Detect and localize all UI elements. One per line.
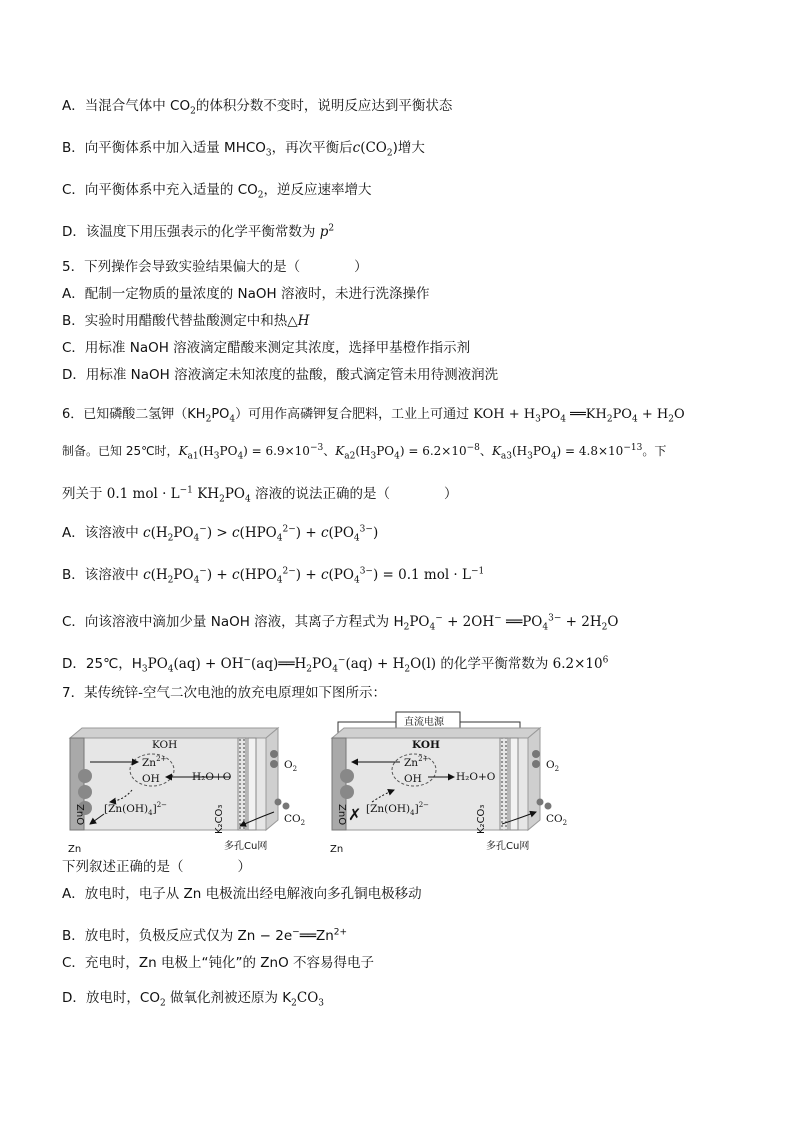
zno-label-2: ZnO — [336, 804, 347, 826]
o2-label: $O_2$ — [284, 759, 298, 773]
zn-electrode-label-2: Zn — [330, 844, 344, 854]
q6-stem-line1: 6．已知磷酸二氢钾$(KH_2PO_4)$可用作高磷钾复合肥料，工业上可通过 KOH + $H_3PO_4$ $══KH_2PO_4 + H_2O$ — [62, 407, 685, 425]
q4-option-d: D．该温度下用压强表示的化学平衡常数为 $p^2$ — [62, 223, 335, 240]
q4-option-b: B．向平衡体系中加入适量 $MHCO_3$，再次平衡后$c(CO_2)$增大 — [62, 140, 425, 159]
q6-stem-line2: 制备。已知 25℃时，$K_{a1}(H_3PO_4) = 6.9\times 10^{-3}$、$K_{a2}(H_3PO_4) = 6.2\times 10^{-8}$、$K_{a3}(H_3PO_4) = 4.8\times 10^{-13}$。下 — [62, 443, 667, 462]
k2co3-label: K₂CO₃ — [214, 804, 225, 834]
q7-option-b: B．放电时，负极反应式仅为 $Zn - 2e^-══Zn^{2+}$ — [62, 927, 348, 944]
co2-label-2: $CO_2$ — [546, 813, 568, 827]
zn-ion-label: $Zn^{2+}$ — [142, 755, 167, 769]
oh-label-2: OH — [404, 773, 422, 785]
power-label: 直流电源 — [404, 717, 444, 728]
q5-option-b: B．实验时用醋酸代替盐酸测定中和热△H — [62, 313, 310, 329]
discharge-diagram-svg — [62, 714, 312, 854]
q5-option-c: C．用标准 NaOH 溶液滴定醋酸来测定其浓度，选择甲基橙作指示剂 — [62, 340, 471, 356]
q6-option-c: C．向该溶液中滴加少量 NaOH 溶液，其离子方程式为 $H_2PO_4^- + 2OH^-$ $══PO_4^{3-} + 2H_2O$ — [62, 613, 619, 633]
q4-option-c: C．向平衡体系中充入适量的 $CO_2$，逆反应速率增大 — [62, 182, 372, 201]
cu-mesh-label: 多孔Cu网 — [224, 841, 268, 852]
q4-option-a: A．当混合气体中 $CO_2$的体积分数不变时，说明反应达到平衡状态 — [62, 98, 453, 117]
q7-option-a: A．放电时，电子从 Zn 电极流出经电解液向多孔铜电极移动 — [62, 886, 422, 902]
cu-mesh-label-2: 多孔Cu网 — [486, 841, 530, 852]
o2-label-2: $O_2$ — [546, 759, 560, 773]
q5-stem: 5．下列操作会导致实验结果偏大的是（ ） — [62, 259, 368, 275]
koh-label-2: KOH — [412, 739, 440, 751]
zincate-label: $[Zn(OH)_4]^{2-}$ — [104, 801, 168, 817]
zn-ion-label-2: $Zn^{2+}$ — [404, 755, 429, 769]
q7-stem: 7．某传统锌-空气二次电池的放充电原理如下图所示： — [62, 685, 386, 701]
q6-option-a: A．该溶液中 $c(H_2PO_4^-) > c(HPO_4^{2-}) + c(PO_4^{3-})$ — [62, 524, 379, 544]
discharge-diagram — [62, 714, 312, 854]
cross-icon: ✗ — [348, 805, 362, 824]
zno-label: ZnO — [74, 804, 85, 826]
h2o-o-label-2: H₂O+O — [456, 771, 496, 783]
charge-diagram — [324, 708, 574, 854]
q6-option-d: D．25℃，$H_3PO_4(aq)$ + $OH^-(aq)══H_2PO_4^-(aq) + H_2O(l)$ 的化学平衡常数为 $6.2\times 10^6$ — [62, 655, 609, 675]
q6-stem-line3: 列关于 0.1 mol · $L^{-1}$ $KH_2PO_4$ 溶液的说法正确的是（ ） — [62, 485, 458, 505]
q5-option-a: A．配制一定物质的量浓度的 NaOH 溶液时，未进行洗涤操作 — [62, 286, 430, 302]
oh-label: OH — [142, 773, 160, 785]
q7-option-c: C．充电时，Zn 电极上“钝化”的 ZnO 不容易得电子 — [62, 955, 375, 971]
q6-option-b: B．该溶液中 $c(H_2PO_4^-) + c(HPO_4^{2-}) + c(PO_4^{3-}) = 0.1$ mol · $L^{-1}$ — [62, 566, 485, 586]
zn-electrode-label: Zn — [68, 844, 82, 854]
h2o-o-label: H₂O+O — [192, 771, 232, 783]
q7-option-d: D．放电时，$CO_2$ 做氧化剂被还原为 $K_2CO_3$ — [62, 990, 324, 1009]
co2-label: $CO_2$ — [284, 813, 306, 827]
charge-diagram-svg — [324, 708, 574, 854]
q5-option-d: D．用标准 NaOH 溶液滴定未知浓度的盐酸，酸式滴定管未用待测液润洗 — [62, 367, 499, 383]
k2co3-label-2: K₂CO₃ — [476, 804, 487, 834]
koh-label: KOH — [152, 739, 178, 751]
zincate-label-2: $[Zn(OH)_4]^{2-}$ — [366, 801, 430, 817]
q7-ask: 下列叙述正确的是（ ） — [62, 859, 251, 875]
